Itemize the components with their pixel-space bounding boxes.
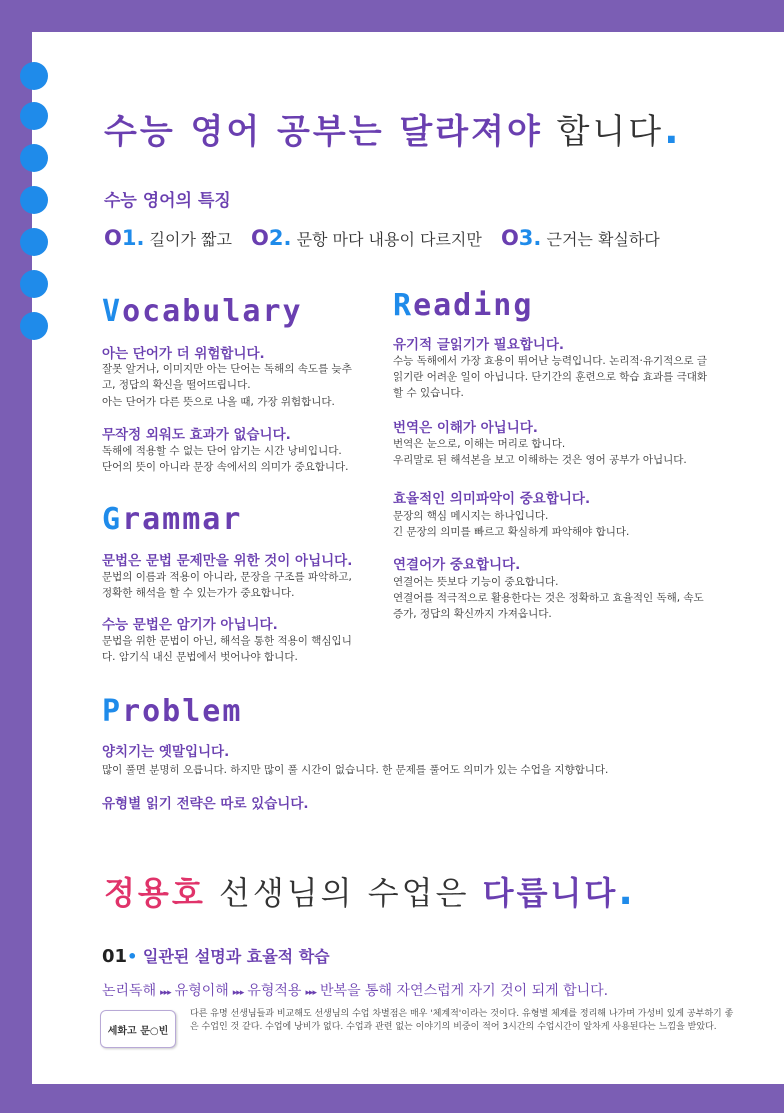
grammar-p1: 문법의 이름과 적용이 아니라, 문장을 구조를 파악하고, 정확한 해석을 할 수 있는가가 중요합니다. xyxy=(102,571,352,599)
reading-p3: 문장의 핵심 메시지는 하나입니다. xyxy=(393,510,549,522)
grammar-p2: 문법을 위한 문법이 아닌, 해석을 통한 적용이 핵심입니다. 암기식 내신 문법에서 벗어나야 합니다. xyxy=(102,635,352,663)
vocabulary-p1b: 아는 단어가 다른 뜻으로 나올 때, 가장 위험합니다. xyxy=(102,396,335,408)
reading-p2: 번역은 눈으로, 이해는 머리로 합니다. xyxy=(393,438,566,450)
main-heading xyxy=(104,104,682,153)
binder-hole xyxy=(20,102,48,130)
flow-step: 유형이해 xyxy=(174,983,229,999)
teacher-heading xyxy=(104,868,636,914)
vocabulary-p1: 잘못 알거나, 이미지만 아는 단어는 독해의 속도를 늦추고, 정답의 확신을 떨어뜨립니다. xyxy=(102,363,352,391)
reading-p1: 수능 독해에서 가장 효용이 뛰어난 능력입니다. 논리적·유기적으로 글 읽기란 어려운 일이 아닙니다. 단기간의 훈련으로 학습 효과를 극대화할 수 있습니다. xyxy=(393,355,708,399)
grammar-q2: 수능 문법은 암기가 아닙니다. xyxy=(102,617,278,633)
teacher-heading-rest: 선생님의 수업은 xyxy=(218,874,470,912)
reading-q2: 번역은 이해가 아닙니다. xyxy=(393,420,538,436)
reading-title: Reading xyxy=(393,288,534,323)
flow-step: 반복을 통해 자연스럽게 자기 것이 되게 합니다. xyxy=(320,983,609,999)
flow-arrow-icon: ▸▸▸ xyxy=(232,988,244,998)
binder-hole xyxy=(20,144,48,172)
vocabulary-p2: 독해에 적용할 수 없는 단어 암기는 시간 낭비입니다. xyxy=(102,445,342,457)
review-text: 다른 유명 선생님들과 비교해도 선생님의 수업 차별점은 매우 '체계적'이라는 것이다. 유형별 체계를 정리해 나가며 가성비 있게 공부하기 좋은 수업인 것 같다. 수업에 낭비가 없다. 수업과 관련 없는 이야기의 비중이 적어 3시간의 수업시간이 알차게 사용된다는 느낌을 받았다. xyxy=(190,1009,734,1032)
feature-item: O1. 길이가 짧고 xyxy=(104,226,232,250)
flow-step: 유형적용 xyxy=(247,983,302,999)
binder-hole xyxy=(20,312,48,340)
heading-emph: 수능 영어 공부는 달라져야 xyxy=(104,112,543,152)
vocabulary-q2: 무작정 외워도 효과가 없습니다. xyxy=(102,427,291,443)
reading-p3b: 긴 문장의 의미를 빠르고 확실하게 파악해야 합니다. xyxy=(393,526,630,538)
teacher-heading-dot: . xyxy=(618,869,636,913)
grammar-q1: 문법은 문법 문제만을 위한 것이 아닙니다. xyxy=(102,553,353,569)
reading-q1: 유기적 글읽기가 필요합니다. xyxy=(393,337,565,353)
flow-arrow-icon: ▸▸▸ xyxy=(160,988,171,998)
reviewer-badge: 세화고 문○빈 xyxy=(100,1010,176,1048)
features-title: 수능 영어의 특징 xyxy=(104,191,231,211)
point-1: 01• 일관된 설명과 효율적 학습 xyxy=(102,946,330,967)
problem-p1: 많이 풀면 분명히 오릅니다. 하지만 많이 풀 시간이 없습니다. 한 문제를 풀어도 의미가 있는 수업을 지향합니다. xyxy=(102,764,609,776)
binder-hole xyxy=(20,270,48,298)
heading-rest: 합니다 xyxy=(556,112,665,152)
vocabulary-title: Vocabulary xyxy=(102,294,303,329)
learning-flow xyxy=(102,980,608,1000)
problem-q2: 유형별 읽기 전략은 따로 있습니다. xyxy=(102,796,309,812)
feature-item: O2. 문항 마다 내용이 다르지만 xyxy=(251,226,482,250)
binder-hole xyxy=(20,228,48,256)
reading-p4: 연결어는 뜻보다 기능이 중요합니다. xyxy=(393,576,559,588)
problem-q1: 양치기는 옛말입니다. xyxy=(102,744,230,760)
reading-p4b: 연결어를 적극적으로 활용한다는 것은 정확하고 효율적인 독해, 속도 증가, 정답의 확신까지 가져옵니다. xyxy=(393,592,704,620)
binder-hole xyxy=(20,186,48,214)
vocabulary-q1: 아는 단어가 더 위험합니다. xyxy=(102,346,265,362)
teacher-heading-emph: 다릅니다 xyxy=(482,874,619,912)
features-list xyxy=(104,226,674,250)
problem-title: Problem xyxy=(102,694,243,729)
flow-arrow-icon: ▸▸▸ xyxy=(305,988,317,998)
teacher-name: 정용호 xyxy=(104,874,206,912)
vocabulary-p2b: 단어의 뜻이 아니라 문장 속에서의 의미가 중요합니다. xyxy=(102,461,349,473)
flow-step: 논리독해 xyxy=(102,983,157,999)
feature-item: O3. 근거는 확실하다 xyxy=(500,226,660,250)
reading-q3: 효율적인 의미파악이 중요합니다. xyxy=(393,491,591,507)
binder-hole xyxy=(20,62,48,90)
reading-q4: 연결어가 중요합니다. xyxy=(393,557,521,573)
reading-p2b: 우리말로 된 해석본을 보고 이해하는 것은 영어 공부가 아닙니다. xyxy=(393,454,687,466)
heading-dot: . xyxy=(664,108,682,152)
grammar-title: Grammar xyxy=(102,502,243,537)
